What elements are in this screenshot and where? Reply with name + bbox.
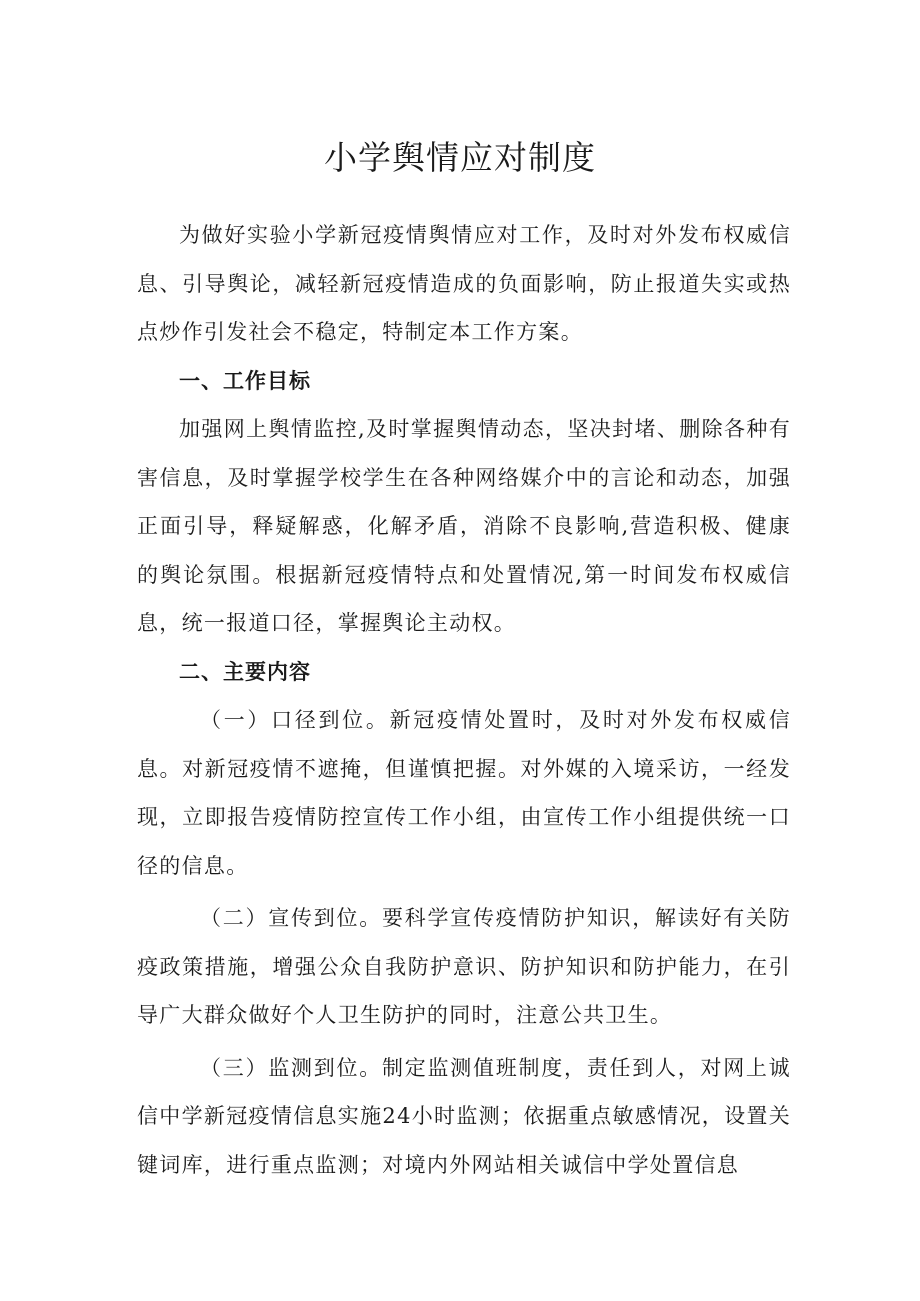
content-paragraph-caliber: （一）口径到位。新冠疫情处置时，及时对外发布权威信息。对新冠疫情不遮掩，但谨慎把握。对外媒的入境采访，一经发现，立即报告疫情防控宣传工作小组，由宣传工作小组提供统一口径的信息。	[137, 708, 791, 878]
goals-paragraph: 加强网上舆情监控,及时掌握舆情动态，坚决封堵、删除各种有害信息，及时掌握学校学生在各种网络媒介中的言论和动态，加强正面引导，释疑解惑，化解矛盾，消除不良影响,营造积极、健康的舆论氛围。根据新冠疫情特点和处置情况,第一时间发布权威信息，统一报道口径，掌握舆论主动权。	[137, 417, 791, 635]
section-heading-goals: 一、工作目标	[179, 368, 311, 393]
document-body	[137, 211, 791, 1189]
intro-paragraph: 为做好实验小学新冠疫情舆情应对工作，及时对外发布权威信息、引导舆论，减轻新冠疫情造成的负面影响，防止报道失实或热点炒作引发社会不稳定，特制定本工作方案。	[137, 223, 791, 344]
content-paragraph-publicity: （二）宣传到位。要科学宣传疫情防护知识，解读好有关防疫政策措施，增强公众自我防护意识、防护知识和防护能力，在引导广大群众做好个人卫生防护的同时，注意公共卫生。	[137, 906, 791, 1027]
section-heading-content: 二、主要内容	[179, 659, 311, 684]
document-title: 小学舆情应对制度	[324, 138, 596, 177]
content-paragraph-monitoring: （三）监测到位。制定监测值班制度，责任到人，对网上诚信中学新冠疫情信息实施24小时监测；依据重点敏感情况，设置关键词库，进行重点监测；对境内外网站相关诚信中学处置信息	[137, 1055, 791, 1177]
